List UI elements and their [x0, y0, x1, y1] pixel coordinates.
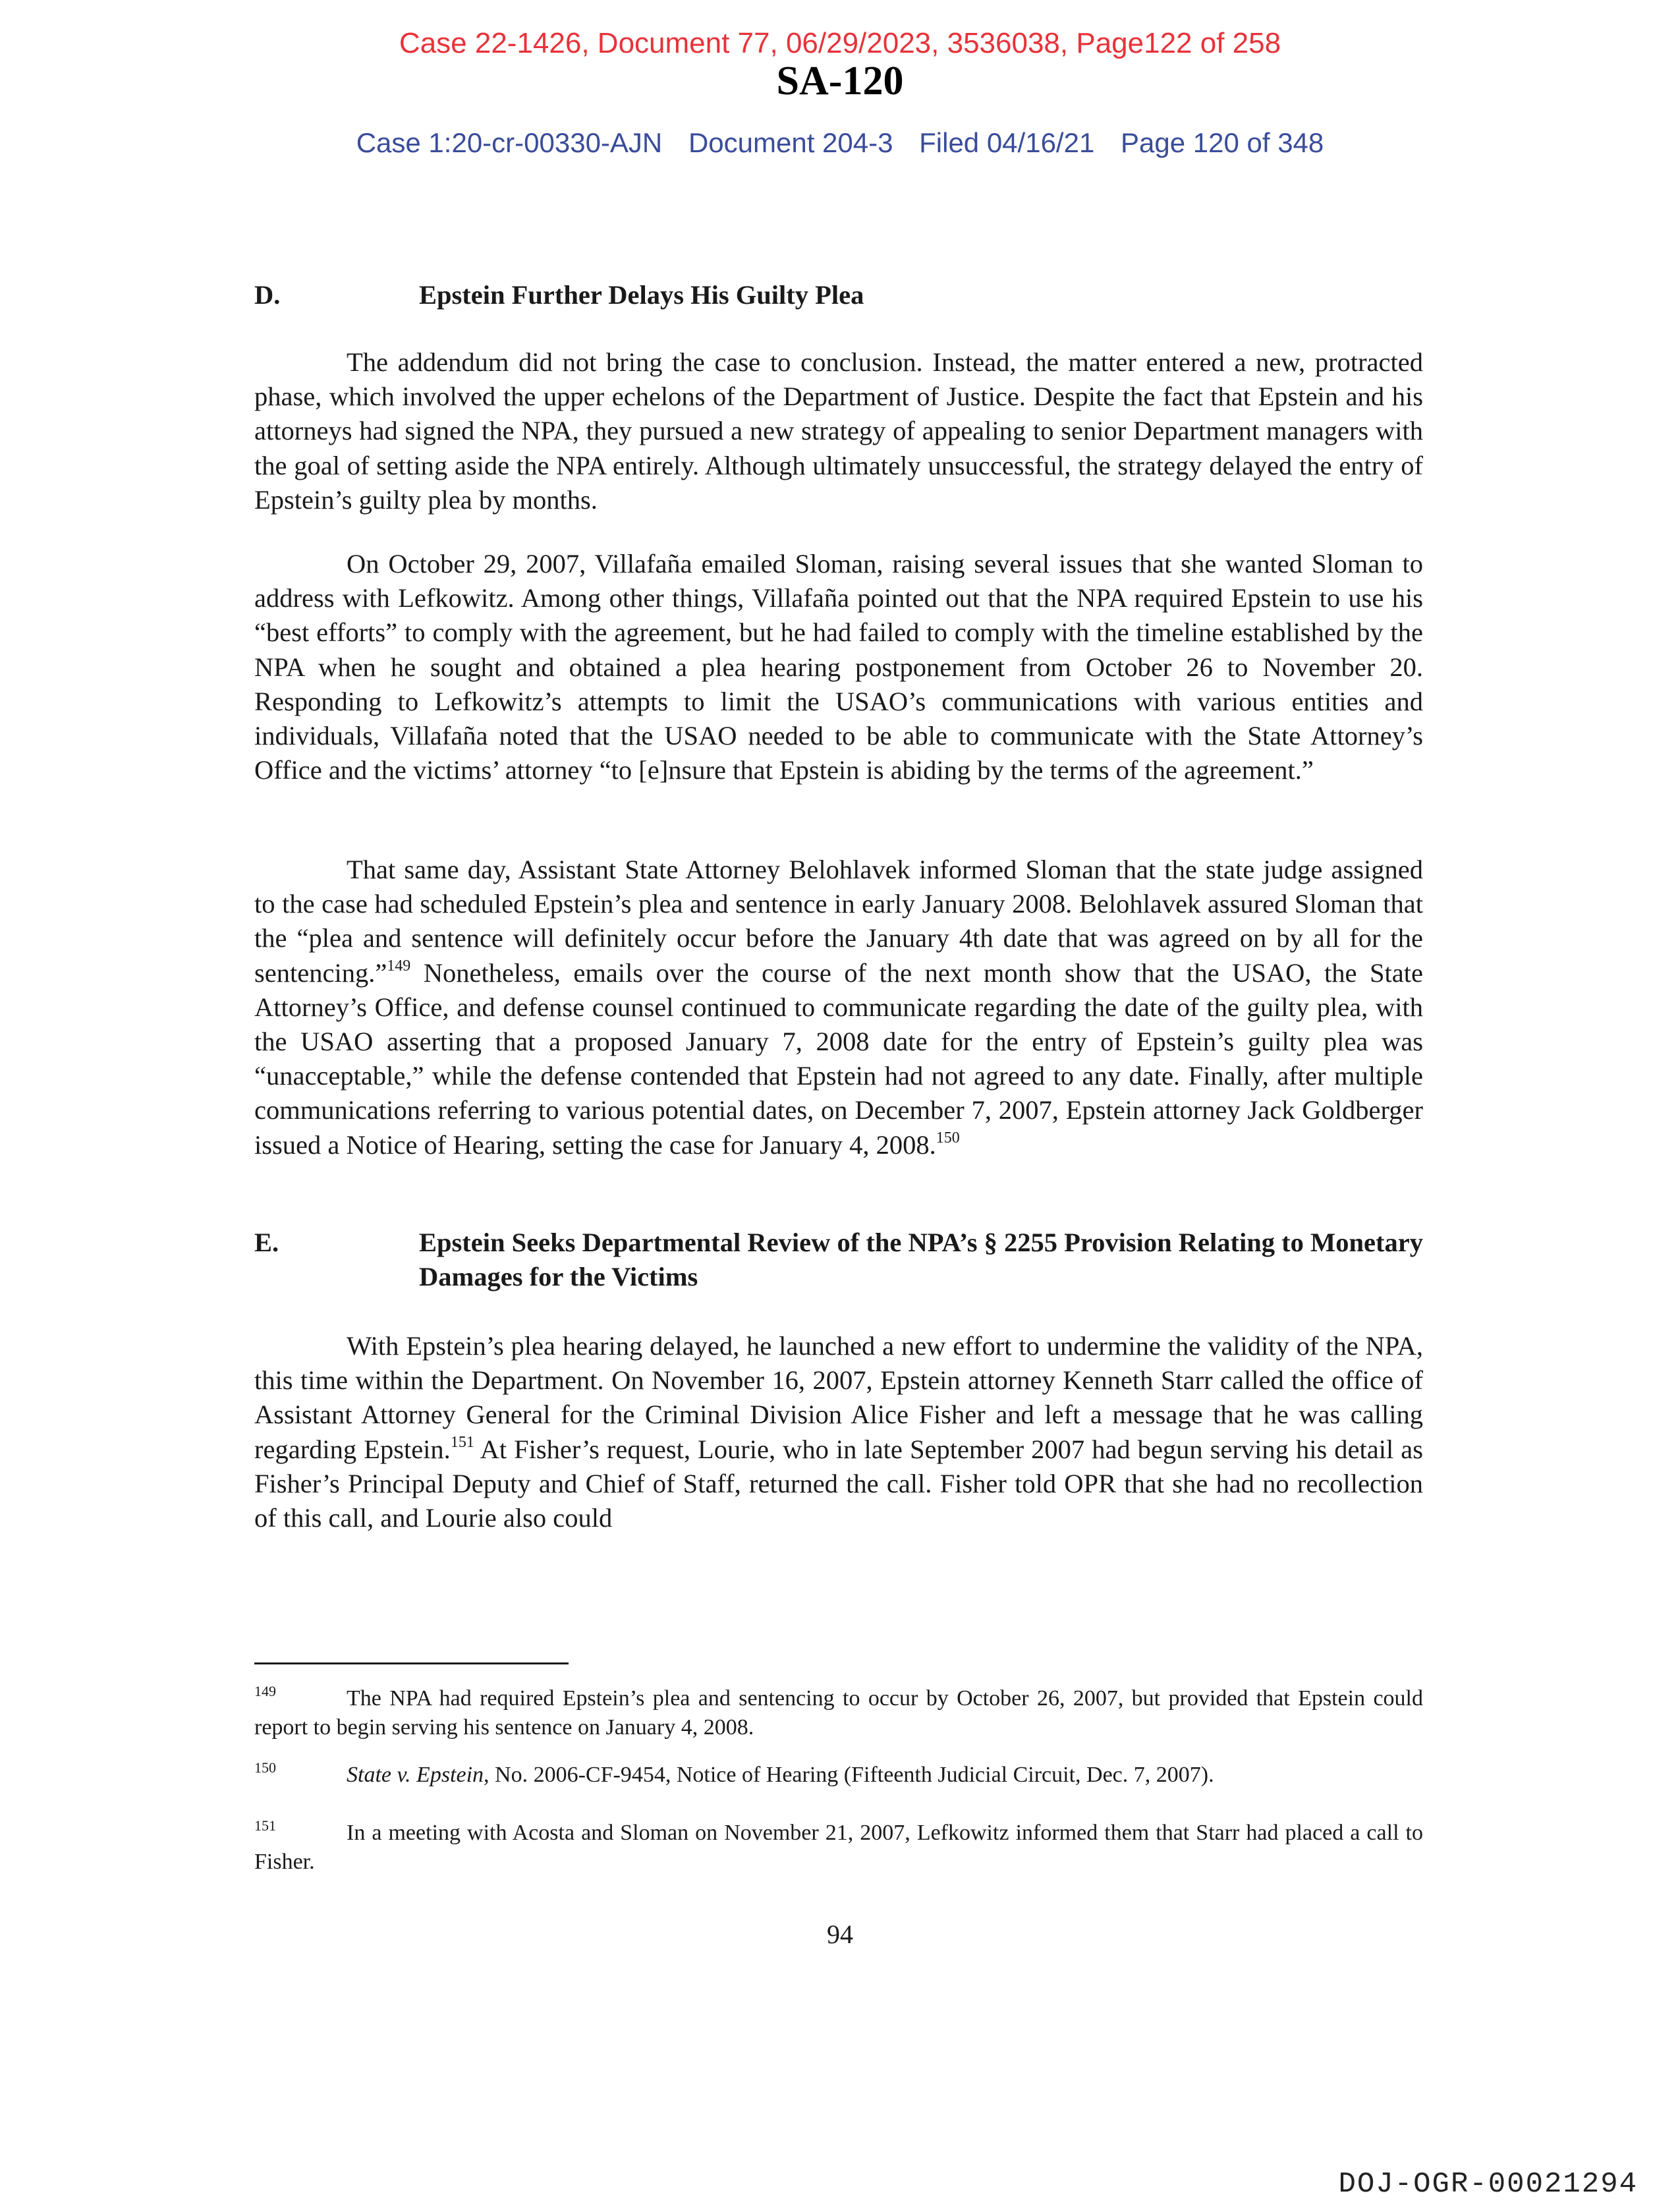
footnote-text: In a meeting with Acosta and Sloman on November 21, 2007, Lefkowitz informed them that Starr had placed a call to Fisher. — [254, 1821, 1423, 1874]
section-heading-e — [254, 1226, 1423, 1294]
stamp-document-number: Document 204-3 — [688, 127, 893, 158]
stamp-filed-date: Filed 04/16/21 — [919, 127, 1095, 158]
footnote-text: The NPA had required Epstein’s plea and sentencing to occur by October 26, 2007, but provided that Epstein could report to begin serving his sentence on January 4, 2008. — [254, 1686, 1423, 1740]
footnote-150: 150 State v. Epstein, No. 2006-CF-9454, Notice of Hearing (Fifteenth Judicial Circuit, Dec. 7, 2007). — [254, 1759, 1214, 1787]
footnote-149: 149 The NPA had required Epstein’s plea and sentencing to occur by October 26, 2007, but provided that Epstein could report to begin serving his sentence on January 4, 2008. — [254, 1683, 1423, 1740]
paragraph-text — [254, 853, 1423, 1162]
paragraph-text-part: At Fisher’s request, Lourie, who in late September 2007 had begun serving his detail as Fisher’s Principal Deputy and Chief of Staff, returned the call. Fisher told OPR that she had no recollection of this call, and Lourie also could — [254, 1434, 1423, 1533]
appeal-court-stamp: Case 22-1426, Document 77, 06/29/2023, 3536038, Page122 of 258 — [399, 27, 1281, 59]
section-title: Epstein Seeks Departmental Review of the NPA’s § 2255 Provision Relating to Monetary Damages for the Victims — [419, 1228, 1423, 1292]
footnote-ref-151[interactable]: 151 — [450, 1433, 474, 1451]
paragraph-text: The addendum did not bring the case to conclusion. Instead, the matter entered a new, protracted phase, which involved the upper echelons of the Department of Justice. Despite the fact that Epstein and his attorneys had signed the NPA, they pursued a new strategy of appealing to senior Department managers with the goal of setting aside the NPA entirely. Although ultimately unsuccessful, the strategy delayed the entry of Epstein’s guilty plea by months. — [254, 347, 1423, 515]
paragraph — [254, 345, 1423, 517]
stamp-page-count: Page 120 of 348 — [1121, 127, 1324, 158]
sa-page-label: SA-120 — [776, 59, 904, 103]
paragraph-text: On October 29, 2007, Villafaña emailed Sloman, raising several issues that she wanted Sloman to address with Lefkowitz. Among other things, Villafaña pointed out that the NPA required Epstein to use his “best efforts” to comply with the agreement, but he had failed to comply with the timeline established by the NPA when he sought and obtained a plea hearing postponement from October 26 to November 20. Responding to Lefkowitz’s attempts to limit the USAO’s communications with various entities and individuals, Villafaña noted that the USAO needed to be able to communicate with the State Attorney’s Office and the victims’ attorney “to [e]nsure that Epstein is abiding by the terms of the agreement.” — [254, 549, 1423, 785]
paragraph-text-part: With Epstein’s plea hearing delayed, he launched a new effort to undermine the validity of the NPA, this time within the Department. On November 16, 2007, Epstein attorney Kenneth Starr called the office of Assistant Attorney General for the Criminal Division Alice Fisher and left a message that he was calling regarding Epstein. — [254, 1331, 1423, 1464]
footnote-text: , No. 2006-CF-9454, Notice of Hearing (Fifteenth Judicial Circuit, Dec. 7, 2007). — [484, 1763, 1214, 1787]
section-letter: D. — [254, 280, 281, 310]
section-title: Epstein Further Delays His Guilty Plea — [419, 280, 864, 310]
paragraph — [254, 1329, 1423, 1535]
section-heading-d — [254, 278, 1423, 312]
paragraph-text-part: That same day, Assistant State Attorney Belohlavek informed Sloman that the state judge assigned to the case had scheduled Epstein’s plea and sentence in early January 2008. Belohlavek assured Sloman that the “plea and sentence will definitely occur before the January 4th date that was agreed on by all for the sentencing.” — [254, 855, 1423, 988]
bates-number: DOJ-OGR-00021294 — [1338, 2168, 1638, 2201]
paragraph-text-part: Nonetheless, emails over the course of the next month show that the USAO, the State Attorney’s Office, and defense counsel continued to communicate regarding the date of the guilty plea, with the USAO asserting that a proposed January 7, 2008 date for the entry of Epstein’s guilty plea was “unacceptable,” while the defense contended that Epstein had not agreed to any date. Finally, after multiple communications referring to various potential dates, on December 7, 2007, Epstein attorney Jack Goldberger issued a Notice of Hearing, setting the case for January 4, 2008. — [254, 957, 1423, 1160]
section-letter: E. — [254, 1228, 279, 1257]
case-citation: State v. Epstein — [347, 1763, 484, 1787]
paragraph — [254, 853, 1423, 1162]
paragraph — [254, 547, 1423, 787]
footnote-ref-149[interactable]: 149 — [387, 957, 411, 975]
paragraph-text — [254, 1329, 1423, 1535]
footnote-ref-150[interactable]: 150 — [936, 1129, 960, 1147]
page-number: 94 — [827, 1919, 853, 1949]
district-court-stamp — [0, 129, 1680, 157]
stamp-case-number: Case 1:20-cr-00330-AJN — [356, 127, 663, 158]
footnote-151: 151 In a meeting with Acosta and Sloman on November 21, 2007, Lefkowitz informed them that Starr had placed a call to Fisher. — [254, 1817, 1423, 1874]
footnote-separator — [254, 1662, 569, 1664]
